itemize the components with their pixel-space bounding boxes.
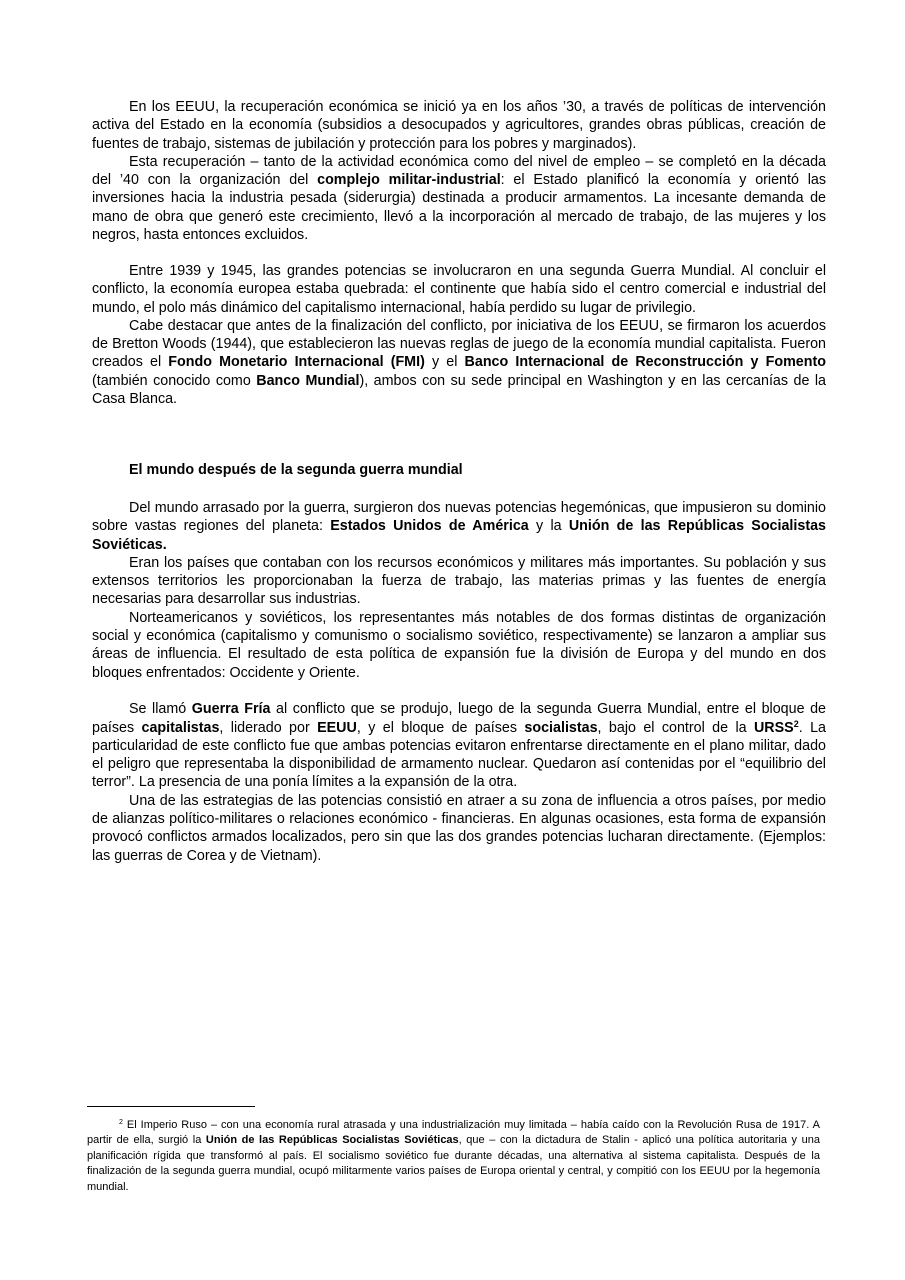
footnote-reference: 2 bbox=[119, 1119, 123, 1126]
bold-text: Fondo Monetario Internacional (FMI) bbox=[168, 354, 425, 371]
text-run: Entre 1939 y 1945, las grandes potencias se involucraron en una segunda Guerra Mundial. Al concluir el conflicto, la economía europea estaba quebrada: el continente que había sido el centro comercial e industrial del mundo, el polo más dinámico del capitalismo internacional, había perdido su lugar de privilegio. bbox=[92, 263, 826, 316]
paragraph bbox=[92, 700, 826, 791]
bold-text: Unión de las Repúblicas Socialistas Soviéticas. bbox=[92, 518, 826, 553]
text-run: , que – con la dictadura de Stalin - aplicó una política autoritaria y una planificación rígida que transformó al país. El socialismo soviético fue durante décadas, una alternativa al sistema capitalista. Después de la finalización de la segunda guerra mundial, ocupó militarmente varios países de Europa oriental y central, y compitió con los EEUU por la hegemonía mundial. bbox=[87, 1134, 820, 1193]
text-run: El Imperio Ruso – con una economía rural atrasada y una industrialización muy limitada – había caído con la Revolución Rusa de 1917. A partir de ella, surgió la bbox=[87, 1119, 820, 1147]
footnote-separator bbox=[87, 1106, 255, 1107]
text-run: Se llamó bbox=[129, 701, 192, 718]
text-run: y la bbox=[528, 518, 569, 535]
section-heading: El mundo después de la segunda guerra mundial bbox=[129, 462, 463, 478]
paragraph bbox=[92, 153, 826, 244]
section-postwar-world bbox=[92, 499, 826, 865]
text-run: ), ambos con su sede principal en Washington y en las cercanías de la Casa Blanca. bbox=[92, 372, 827, 408]
text-run: (también conocido como bbox=[92, 372, 257, 389]
paragraph bbox=[92, 554, 826, 609]
bold-text: complejo militar-industrial bbox=[317, 172, 501, 189]
text-run: Eran los países que contaban con los recursos económicos y militares más importantes. Su población y sus extensos territorios les proporcionaban la fuerza de trabajo, las materias primas y las fuentes de energía necesarias para desarrollar sus industrias. bbox=[92, 554, 826, 608]
bold-text: Banco Internacional de Reconstrucción y Fomento bbox=[464, 354, 826, 371]
bold-text: Guerra Fría bbox=[191, 701, 271, 718]
text-run: Del mundo arrasado por la guerra, surgieron dos nuevas potencias hegemónicas, que impusieron su dominio sobre vastas regiones del planeta: bbox=[92, 500, 826, 535]
paragraph bbox=[92, 317, 826, 408]
paragraph bbox=[92, 609, 826, 682]
paragraph bbox=[92, 98, 826, 153]
text-run: : el Estado planificó la economía y orientó las inversiones hacia la industria pesada (siderurgia) destinada a producir armamentos. La incesante demanda de mano de obra que generó este crecimiento, llevó a la incorporación al mercado de trabajo, de las mujeres y los negros, hasta entonces excluidos. bbox=[92, 172, 826, 244]
text-run: , y el bloque de países bbox=[356, 719, 525, 736]
section-ww2-bretton-woods bbox=[92, 262, 826, 408]
bold-text: Unión de las Repúblicas Socialistas Soviéticas bbox=[205, 1134, 459, 1147]
text-run: Esta recuperación – tanto de la actividad económica como del nivel de empleo – se completó en la década del ’40 con la organización del bbox=[92, 153, 826, 189]
text-run: Norteamericanos y soviéticos, los representantes más notables de dos formas distintas de organización social y económica (capitalismo y comunismo o socialismo soviético, respectivamente) se lanzaron a ampliar sus áreas de influencia. El resultado de esta política de expansión fue la división de Europa y del mundo en dos bloques enfrentados: Occidente y Oriente. bbox=[92, 609, 826, 681]
text-run: , bajo el control de la bbox=[597, 719, 754, 736]
footnote-reference: 2 bbox=[793, 718, 799, 729]
text-run: y el bbox=[424, 354, 465, 371]
bold-text: Estados Unidos de América bbox=[330, 518, 529, 535]
bold-text: EEUU bbox=[317, 719, 357, 736]
footnote bbox=[87, 1118, 820, 1195]
bold-text: capitalistas bbox=[141, 719, 220, 736]
paragraph bbox=[92, 792, 826, 865]
bold-text: socialistas bbox=[524, 719, 598, 736]
text-run: Cabe destacar que antes de la finalización del conflicto, por iniciativa de los EEUU, se firmaron los acuerdos de Bretton Woods (1944), que establecieron las nuevas reglas de juego de la economía mundial capitalista. Fueron creados el bbox=[92, 317, 826, 371]
text-run: , liderado por bbox=[219, 719, 318, 736]
text-run: . La particularidad de este conflicto fue que ambas potencias evitaron enfrentarse directamente en el plano militar, dado el peligro que representaba la disponibilidad de armamento nuclear. Quedaron así contenidas por el “equilibrio del terror”. La presencia de una ponía límites a la expansión de la otra. bbox=[92, 719, 827, 791]
section-us-recovery bbox=[92, 98, 826, 244]
text-run: al conflicto que se produjo, luego de la segunda Guerra Mundial, entre el bloque de países bbox=[92, 701, 826, 736]
bold-text: URSS bbox=[753, 719, 794, 736]
text-run: Una de las estrategias de las potencias consistió en atraer a su zona de influencia a otros países, por medio de alianzas político-militares o relaciones económico - financieras. En algunas ocasiones, esta forma de expansión provocó conflictos armados localizados, pero sin que las dos grandes potencias lucharan directamente. (Ejemplos: las guerras de Corea y de Vietnam). bbox=[92, 792, 826, 864]
paragraph bbox=[92, 499, 826, 554]
text-run: En los EEUU, la recuperación económica se inició ya en los años ’30, a través de políticas de intervención activa del Estado en la economía (subsidios a desocupados y agricultores, grandes obras públicas, creación de fuentes de trabajo, sistemas de jubilación y protección para los pobres y marginados). bbox=[92, 99, 826, 152]
bold-text: Banco Mundial bbox=[256, 372, 360, 389]
paragraph bbox=[92, 262, 826, 317]
